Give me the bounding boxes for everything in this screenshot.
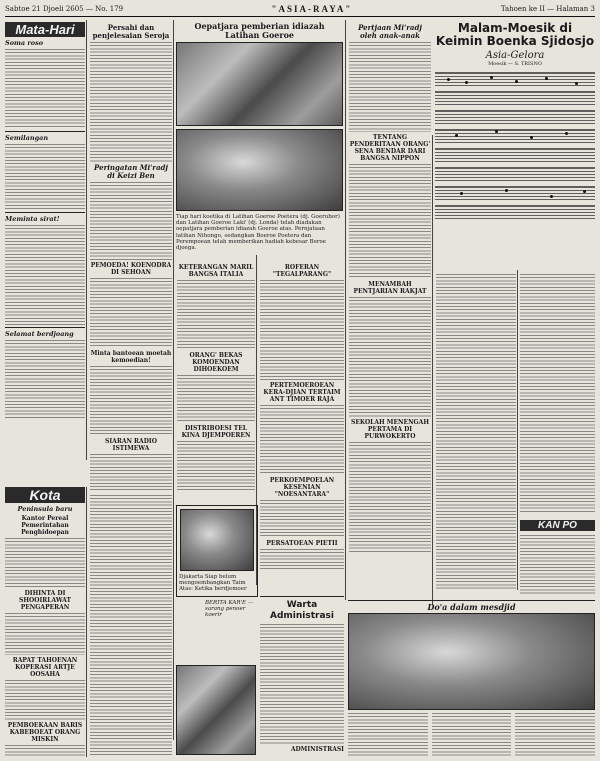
kota-badge: Kota xyxy=(5,487,85,503)
heading-peringatan-miradj: Peringatan Mi'radj di Keizi Ben xyxy=(94,163,168,180)
article-body xyxy=(5,225,85,325)
heading-pertemoeroean: PERTEMOEROEAN KERA-DJIAN TERTAIM ANT TIMOER RAJA xyxy=(263,382,341,403)
mosque-prayer-photo xyxy=(348,613,595,710)
heading-peninsula: Peninsula baru xyxy=(17,505,73,513)
song-headline: Malam-Moesik di Keimin Boenka Sjidosjo xyxy=(435,22,595,48)
heading-italia: KETERANGAN MARIL BANGSA ITALIA xyxy=(178,264,254,278)
heading-dihinta: DIHINTA DI SHOOIRLAWAT PENGAPERAN xyxy=(19,590,71,611)
song-credit: Moesik — S. TRISNO xyxy=(488,61,542,67)
column-right-2 xyxy=(520,274,595,594)
article-body xyxy=(5,49,85,129)
column-middle-left xyxy=(177,262,255,490)
photo-caption: Tiap hari koetika di Latihan Goeroe Poetera (dj. Goerubor) dan Latihan Goeroe Laki' (dj. Londa) telah diadakan oepatjara pemberian idiazah Goeroe atas. Pernjataan latihan Nihongo, sedangkan Boeroe Poetera dan Perempoean telah memberikan hadiah kebesar Beroe djoega. xyxy=(176,214,340,252)
article-body xyxy=(90,278,172,348)
heading-soma-roso: Soma roso xyxy=(5,39,44,47)
column-mata-hari xyxy=(5,22,85,462)
heading-persahi: Persahi dan penjelesaian Seroja xyxy=(92,23,170,40)
article-body xyxy=(90,454,172,492)
column-miradj xyxy=(349,22,431,602)
photo-headline: Oepatjara pemberian idiazah Latihan Goeroe xyxy=(194,21,325,40)
column-middle-right xyxy=(260,262,344,592)
article-body xyxy=(5,144,85,210)
column-right-1 xyxy=(436,274,516,590)
heading-siaran-radio: SIARAN RADIO ISTIMEWA xyxy=(105,438,157,452)
heading-roferan: ROFERAN "TEGALPARANG" xyxy=(272,264,332,278)
kota-section xyxy=(5,487,85,757)
heading-kantor: Kantor Pereal Pemerintahan Penghidoepan xyxy=(21,515,69,536)
heading-komoendan: ORANG' BEKAS KOMOENDAN DIHOEKOEM xyxy=(189,352,243,373)
article-body xyxy=(90,182,172,260)
music-score xyxy=(435,72,595,247)
heading-miradj-anak: Pertjaan Mi'radj oleh anak-anak xyxy=(358,23,422,40)
heading-sekolah: SEKOLAH MENENGAH PERTAMA DI PURWOKERTO xyxy=(350,419,430,440)
heading-semilangan: Semilangan xyxy=(5,134,49,142)
mata-hari-badge: Mata-Hari xyxy=(5,22,85,37)
masthead-page: Tahoen ke II — Halaman 3 xyxy=(500,5,595,13)
doa-feature xyxy=(348,600,595,758)
heading-penderitaan: TENTANG PENDERITAAN ORANG' SENA BENDAR DARI BANGSA NIPPON xyxy=(349,134,431,162)
heading-bantoean: Minta bantoean moetah kemoedian! xyxy=(90,350,172,364)
heading-rapat: RAPAT TAHOENAN KOPERASI ARTJE OOSAHA xyxy=(12,657,78,678)
graduation-photo-bottom xyxy=(176,129,343,211)
song-subtitle: Asia-Gelora xyxy=(485,50,545,61)
heading-selamat-berdjoang: Selamat berdjoang xyxy=(5,330,74,338)
warta-sign: ADMINISTRASI xyxy=(290,746,344,753)
heading-distriboesi: DISTRIBOESI TEL KINA DJEMPOEREN xyxy=(181,425,251,439)
warta-administrasi xyxy=(260,596,344,758)
masthead xyxy=(5,2,595,17)
advert-2-text: BERITA KAR'E — sarang penoer koerir xyxy=(205,600,254,619)
heading-pentjarian: MENAMBAH PENTJARIAN RAKJAT xyxy=(353,281,427,295)
article-body xyxy=(90,42,172,162)
song-feature xyxy=(435,22,595,270)
masthead-date: Sabtoe 21 Djoeli 2605 — No. 179 xyxy=(5,5,124,13)
advert-1 xyxy=(176,505,258,597)
heading-meminta-sirat: Meminta sirat! xyxy=(5,215,60,223)
column-two xyxy=(90,22,172,492)
article-body xyxy=(5,340,85,418)
bottom-column-2 xyxy=(90,495,172,757)
photo-feature xyxy=(176,20,343,256)
doa-title: Do'a dalam mesdjid xyxy=(427,602,516,612)
heading-kesenian: PERKOEMPOELAN KESENIAN "NOESANTARA" xyxy=(269,477,335,498)
heading-pemboekaan: PEMBOEKAAN BARIS KABEBOEAT ORANG MISKIN xyxy=(7,722,83,743)
advert-2 xyxy=(205,600,256,660)
heading-pemoeda: PEMOEDA! KOENODRA DI SEHOAN xyxy=(90,262,172,276)
photo-bottom-left xyxy=(176,665,256,757)
warta-title: Warta Administrasi xyxy=(270,600,334,621)
graduation-photo-top xyxy=(176,42,343,126)
advert-1-text: Djakarta Siap belum mengoembangkan Taim Atas: Ketika berdjemoer xyxy=(179,574,247,593)
kan-po-badge: KAN PO xyxy=(520,520,595,531)
heading-persatoean: PERSATOEAN PIETII xyxy=(266,540,338,547)
masthead-title: "ASIA-RAYA" xyxy=(271,4,353,14)
article-body xyxy=(90,366,172,436)
